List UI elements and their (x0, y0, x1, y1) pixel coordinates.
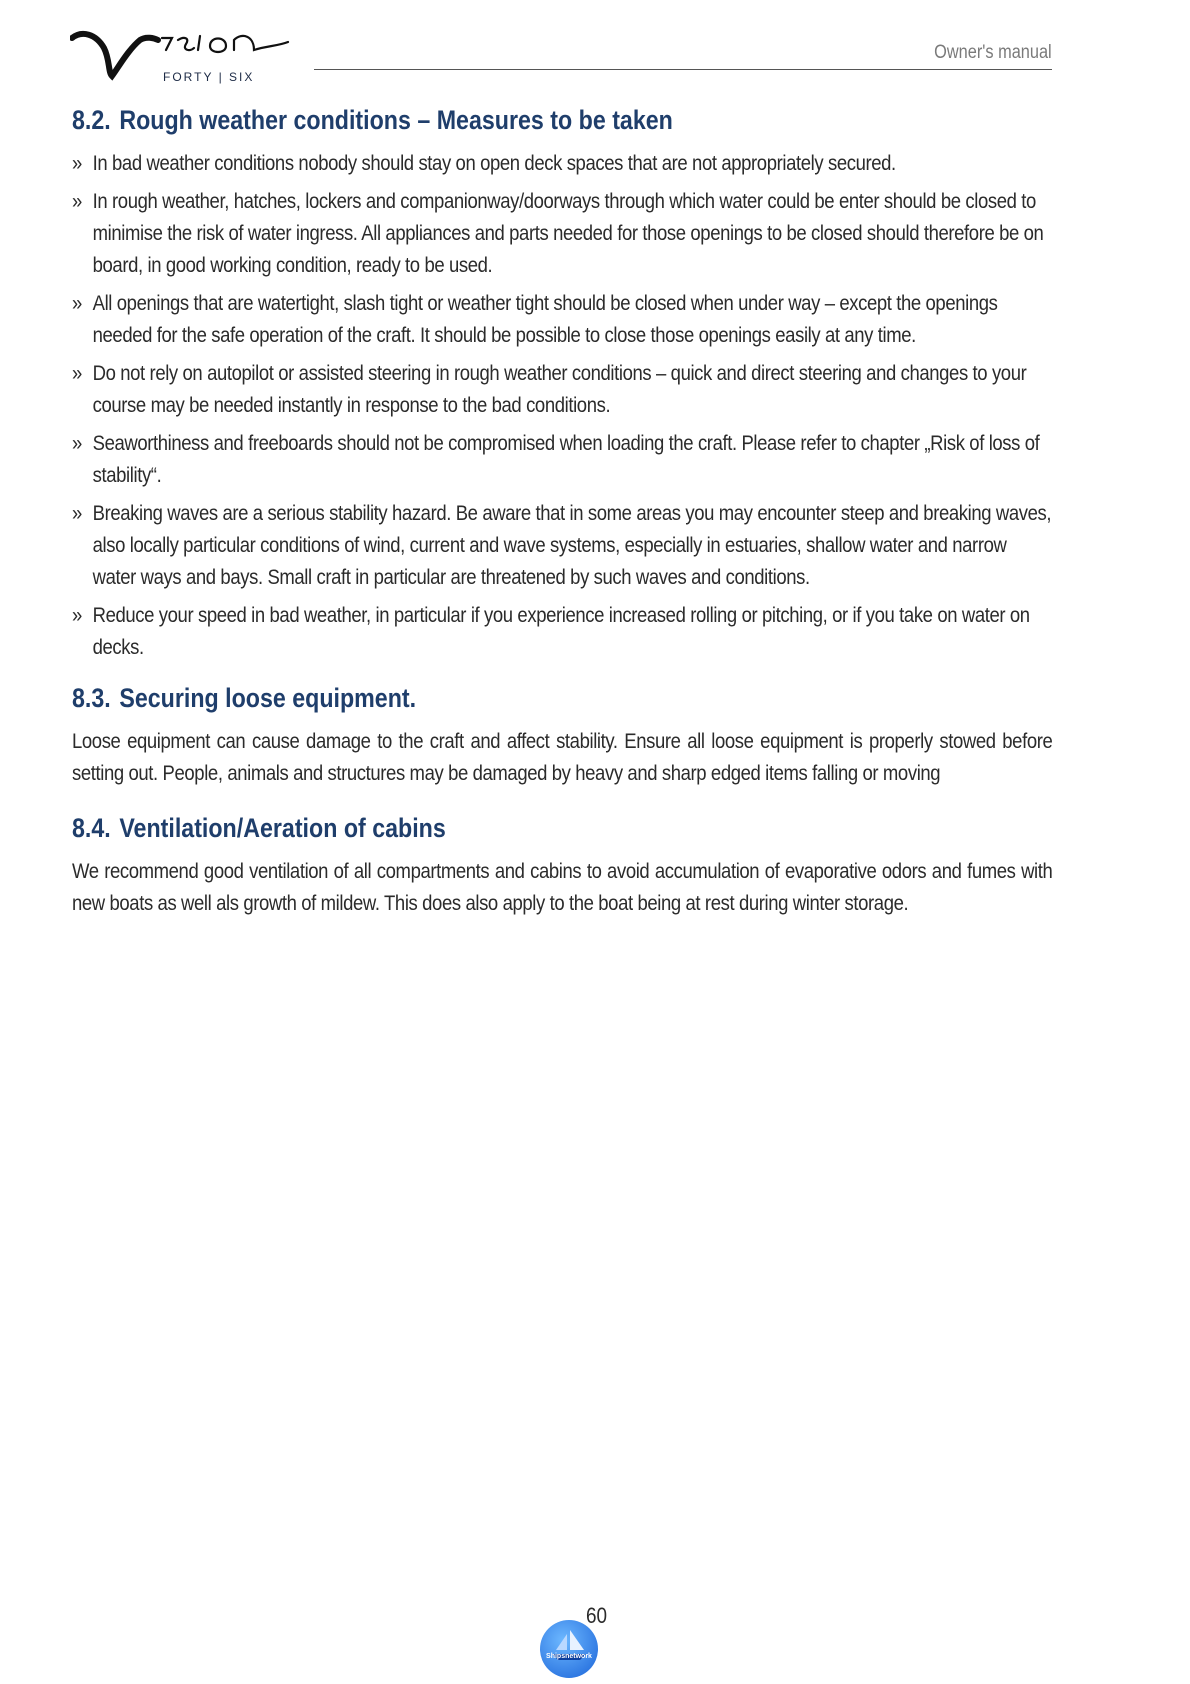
section-body: We recommend good ventilation of all compartments and cabins to avoid accumulation of evaporative odors and fumes with new boats as well als growth of mildew. This does also apply to the boat being at rest during winter storage. (72, 859, 1053, 915)
bullet-icon: » (72, 361, 82, 385)
bullet-icon: » (72, 501, 82, 525)
list-item (72, 287, 1052, 351)
list-item-text: Do not rely on autopilot or assisted steering in rough weather conditions – quick and direct steering and changes to your course may be needed instantly in response to the bad conditions. (92, 361, 1027, 417)
list-item (72, 497, 1052, 593)
section-heading (72, 811, 915, 845)
section-body: Loose equipment can cause damage to the craft and affect stability. Ensure all loose equipment is properly stowed before setting out. People, animals and structures may be damaged by heavy and sharp edged items falling or moving (72, 729, 1053, 785)
section-heading (72, 681, 915, 715)
section-number: 8.2. (72, 105, 111, 135)
section-title: Rough weather conditions – Measures to be taken (119, 105, 673, 135)
section-loose-equipment (72, 681, 1052, 789)
bullet-icon: » (72, 603, 82, 627)
list-item (72, 147, 1052, 179)
list-item (72, 599, 1052, 663)
page-number: 60 (586, 1603, 608, 1628)
bullet-icon: » (72, 291, 82, 315)
shipsnetwork-badge (540, 1620, 598, 1678)
section-title: Ventilation/Aeration of cabins (119, 813, 446, 843)
section-ventilation (72, 811, 1052, 919)
logo-subtitle: FORTY | SIX (163, 70, 255, 84)
section-rough-weather (72, 103, 1052, 663)
list-item-text: Seaworthiness and freeboards should not be compromised when loading the craft. Please refer to chapter „Risk of loss of stability“. (92, 431, 1040, 487)
section-heading (72, 103, 915, 137)
header-label: Owner's manual (934, 42, 1052, 63)
list-item-text: In bad weather conditions nobody should stay on open deck spaces that are not appropriately secured. (92, 151, 896, 175)
sailboat-icon (540, 1620, 598, 1678)
page-content (72, 103, 1052, 919)
bullet-icon: » (72, 151, 82, 175)
section-number: 8.4. (72, 813, 111, 843)
badge-text: Shipsnetwork (546, 1653, 592, 1660)
list-item-text: Reduce your speed in bad weather, in particular if you experience increased rolling or pitching, or if you take on water on decks. (92, 603, 1030, 659)
list-item (72, 427, 1052, 491)
list-item-text: In rough weather, hatches, lockers and companionway/doorways through which water could be enter should be closed to minimise the risk of water ingress. All appliances and parts needed for those openings to be closed should therefore be on board, in good working condition, ready to be used. (92, 189, 1044, 277)
header-divider (314, 69, 1052, 70)
list-item (72, 357, 1052, 421)
list-item (72, 185, 1052, 281)
bullet-icon: » (72, 431, 82, 455)
list-item-text: All openings that are watertight, slash tight or weather tight should be closed when under way – except the openings needed for the safe operation of the craft. It should be possible to close those openings easily at any time. (92, 291, 998, 347)
section-title: Securing loose equipment. (119, 683, 417, 713)
bullet-list (72, 147, 1052, 663)
section-number: 8.3. (72, 683, 111, 713)
list-item-text: Breaking waves are a serious stability hazard. Be aware that in some areas you may encounter steep and breaking waves, also locally particular conditions of wind, current and wave systems, especially in estuaries, shallow water and narrow water ways and bays. Small craft in particular are threatened by such waves and conditions. (92, 501, 1052, 589)
bullet-icon: » (72, 189, 82, 213)
